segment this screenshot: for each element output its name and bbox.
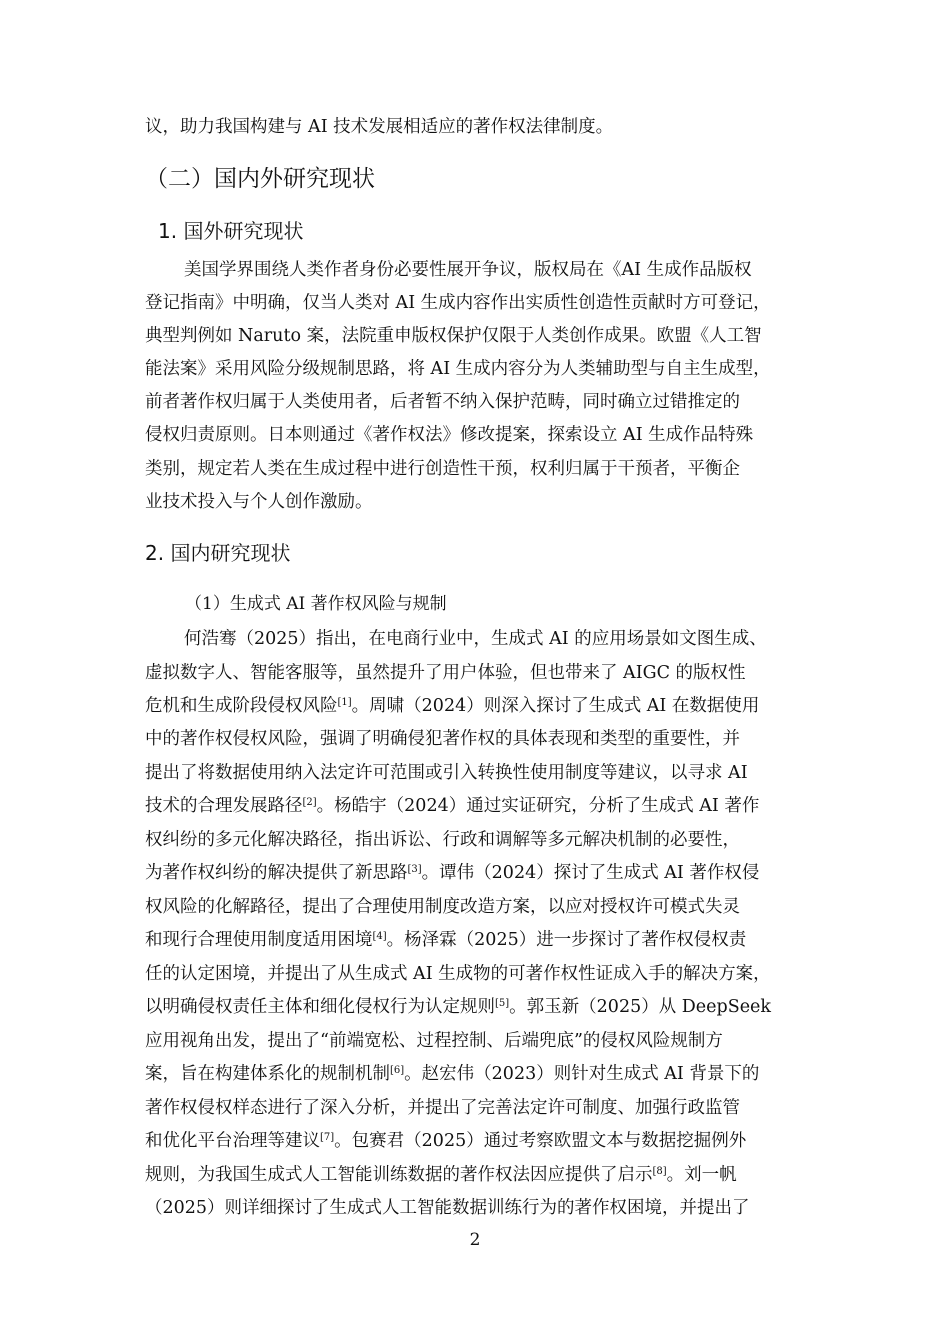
paragraph-line: 侵权归责原则。日本则通过《著作权法》修改提案，探索设立 AI 生成作品特殊 <box>145 425 754 445</box>
citation-ref: [5] <box>495 998 510 1009</box>
paragraph-line: 前者著作权归属于人类使用者，后者暂不纳入保护范畴，同时确立过错推定的 <box>145 392 740 412</box>
paragraph-line: 技术的合理发展路径[2]。杨皓宇（2024）通过实证研究，分析了生成式 AI 著作 <box>145 796 760 816</box>
citation-ref: [1] <box>337 697 352 708</box>
paragraph-line: 规则，为我国生成式人工智能训练数据的著作权法因应提供了启示[8]。刘一帆 <box>145 1165 737 1185</box>
paragraph-line: 登记指南》中明确，仅当人类对 AI 生成内容作出实质性创造性贡献时方可登记， <box>145 293 771 313</box>
citation-ref: [2] <box>302 797 317 808</box>
section-heading: （二）国内外研究现状 <box>145 166 375 192</box>
intro-tail-line: 议，助力我国构建与 AI 技术发展相适应的著作权法律制度。 <box>145 117 614 137</box>
foreign-heading: 1. 国外研究现状 <box>158 219 304 243</box>
paragraph-line: 为著作权纠纷的解决提供了新思路[3]。谭伟（2024）探讨了生成式 AI 著作权侵 <box>145 863 760 883</box>
paragraph-line: （2025）则详细探讨了生成式人工智能数据训练行为的著作权困境，并提出了 <box>145 1198 750 1218</box>
domestic-heading: 2. 国内研究现状 <box>145 541 291 565</box>
paragraph-line: 以明确侵权责任主体和细化侵权行为认定规则[5]。郭玉新（2025）从 DeepSeek <box>145 997 772 1017</box>
paragraph-line: 权风险的化解路径，提出了合理使用制度改造方案，以应对授权许可模式失灵 <box>145 897 740 917</box>
paragraph-line: 美国学界围绕人类作者身份必要性展开争议，版权局在《AI 生成作品版权 <box>184 260 752 280</box>
paragraph-line: 业技术投入与个人创作激励。 <box>145 492 373 512</box>
paragraph-line: 能法案》采用风险分级规制思路，将 AI 生成内容分为人类辅助型与自主生成型， <box>145 359 771 379</box>
paragraph-line: 著作权侵权样态进行了深入分析，并提出了完善法定许可制度、加强行政监管 <box>145 1098 740 1118</box>
paragraph-line: 案，旨在构建体系化的规制机制[6]。赵宏伟（2023）则针对生成式 AI 背景下的 <box>145 1064 760 1084</box>
paragraph-line: 中的著作权侵权风险，强调了明确侵犯著作权的具体表现和类型的重要性，并 <box>145 729 740 749</box>
paragraph-line: 何浩骞（2025）指出，在电商行业中，生成式 AI 的应用场景如文图生成、 <box>184 629 767 649</box>
citation-ref: [7] <box>320 1132 335 1143</box>
domestic-subheading: （1）生成式 AI 著作权风险与规制 <box>185 594 447 614</box>
paragraph-line: 危机和生成阶段侵权风险[1]。周啸（2024）则深入探讨了生成式 AI 在数据使用 <box>145 696 760 716</box>
paragraph-line: 和优化平台治理等建议[7]。包赛君（2025）通过考察欧盟文本与数据挖掘例外 <box>145 1131 747 1151</box>
paragraph-line: 权纠纷的多元化解决路径，指出诉讼、行政和调解等多元解决机制的必要性， <box>145 830 740 850</box>
paragraph-line: 任的认定困境，并提出了从生成式 AI 生成物的可著作权性证成入手的解决方案， <box>145 964 771 984</box>
citation-ref: [6] <box>390 1065 405 1076</box>
paragraph-line: 提出了将数据使用纳入法定许可范围或引入转换性使用制度等建议，以寻求 AI <box>145 763 748 783</box>
paragraph-line: 典型判例如 Naruto 案，法院重申版权保护仅限于人类创作成果。欧盟《人工智 <box>145 326 762 346</box>
citation-ref: [4] <box>372 931 387 942</box>
paragraph-line: 和现行合理使用制度适用困境[4]。杨泽霖（2025）进一步探讨了著作权侵权责 <box>145 930 747 950</box>
page-number: 2 <box>469 1230 481 1250</box>
paragraph-line: 类别，规定若人类在生成过程中进行创造性干预，权利归属于干预者，平衡企 <box>145 459 740 479</box>
paragraph-line: 虚拟数字人、智能客服等，虽然提升了用户体验，但也带来了 AIGC 的版权性 <box>145 663 746 683</box>
citation-ref: [8] <box>652 1166 667 1177</box>
citation-ref: [3] <box>407 864 422 875</box>
paragraph-line: 应用视角出发，提出了“前端宽松、过程控制、后端兜底”的侵权风险规制方 <box>145 1031 723 1051</box>
